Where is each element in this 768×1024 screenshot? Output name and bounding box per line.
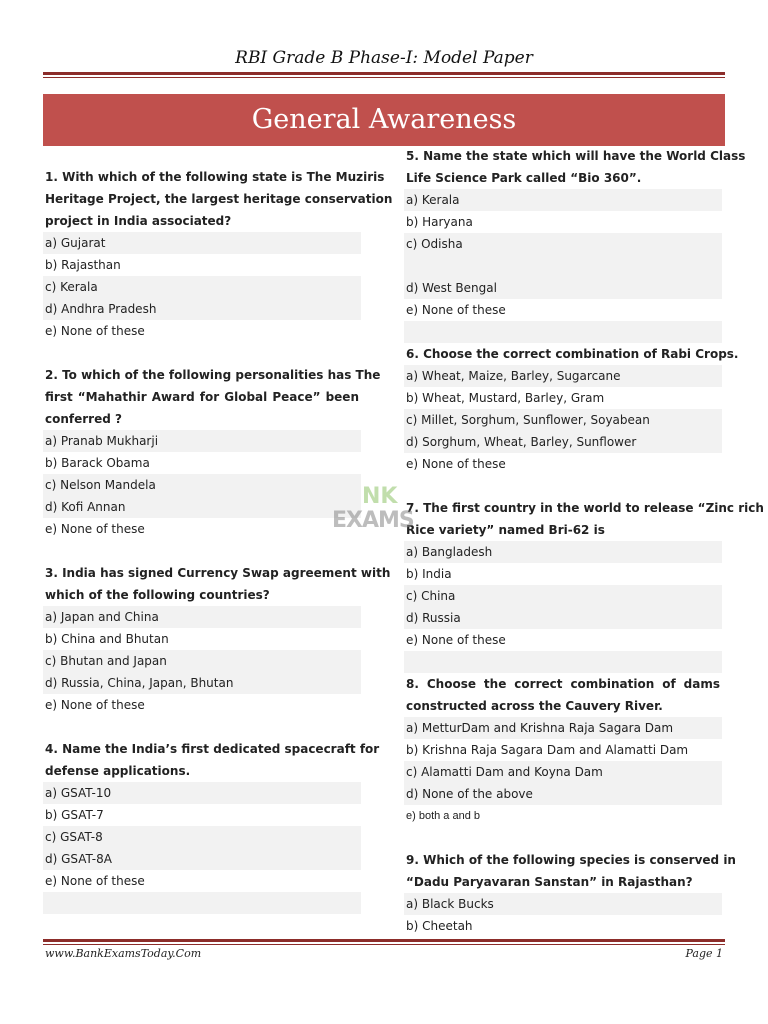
footer-rule-thick [43,939,725,942]
option: d) Russia [404,607,722,629]
question-3 [43,562,391,716]
option: d) West Bengal [404,277,722,299]
option: a) Black Bucks [404,893,722,915]
option: e) None of these [406,457,506,471]
option: b) China and Bhutan [45,632,169,646]
watermark-exams-text: EXAMS [332,508,414,533]
question-text: constructed across the Cauvery River. [406,699,663,713]
option: e) both a and b [406,810,481,822]
footer-website: www.BankExamsToday.Com [45,947,202,960]
option: c) Bhutan and Japan [43,650,361,672]
question-text: “Dadu Paryavaran Sanstan” in Rajasthan? [406,875,693,889]
section-banner: General Awareness [43,94,725,146]
question-text: 1. With which of the following state is The Muziris [45,170,385,184]
option: e) None of these [406,303,506,317]
footer-page-number: Page 1 [685,947,723,960]
option: d) Kofi Annan [43,496,361,518]
question-text: which of the following countries? [45,588,270,602]
page-header-title: RBI Grade B Phase-I: Model Paper [235,48,533,68]
option: c) Alamatti Dam and Koyna Dam [404,761,722,783]
question-text: project in India associated? [45,214,232,228]
question-text: Heritage Project, the largest heritage conservation [45,192,393,206]
footer-rule-thin [43,944,725,945]
question-9 [404,849,736,937]
option: a) Pranab Mukharji [43,430,361,452]
question-text: defense applications. [45,764,191,778]
option: c) GSAT-8 [43,826,361,848]
option: c) China [404,585,722,607]
option: e) None of these [406,633,506,647]
question-text: first “Mahathir Award for Global Peace” been [45,390,359,404]
question-text: 2. To which of the following personalities has The [45,368,381,382]
question-text: 4. Name the India’s first dedicated spacecraft for [45,742,380,756]
option: c) Odisha [404,233,722,255]
option: b) Cheetah [406,919,473,933]
option: b) Krishna Raja Sagara Dam and Alamatti Dam [406,743,689,757]
header-rule-thick [43,72,725,75]
question-8 [404,673,722,827]
question-6 [404,343,739,475]
option: a) Bangladesh [404,541,722,563]
option: e) None of these [45,522,145,536]
option: e) None of these [45,698,145,712]
option: c) Millet, Sorghum, Sunflower, Soyabean [404,409,722,431]
option: a) Japan and China [43,606,361,628]
option: a) Wheat, Maize, Barley, Sugarcane [404,365,722,387]
option: c) Kerala [43,276,361,298]
blank-row [404,255,722,277]
question-5 [404,145,746,321]
question-1 [43,166,393,342]
option: d) Sorghum, Wheat, Barley, Sunflower [404,431,722,453]
option: b) Barack Obama [45,456,150,470]
header-rule-thin [43,77,725,78]
option: b) Wheat, Mustard, Barley, Gram [406,391,605,405]
question-text: Life Science Park called “Bio 360”. [406,171,642,185]
watermark-logo [332,484,412,544]
question-text: Rice variety” named Bri-62 is [406,523,605,537]
option: d) None of the above [404,783,722,805]
question-text: conferred ? [45,412,122,426]
option: b) GSAT-7 [45,808,104,822]
option: b) Rajasthan [45,258,121,272]
question-text: 6. Choose the correct combination of Rabi Crops. [406,347,739,361]
question-4 [43,738,380,914]
option: a) Kerala [404,189,722,211]
watermark-nk-text: NK [362,484,398,509]
option: a) GSAT-10 [43,782,361,804]
option: c) Nelson Mandela [43,474,361,496]
question-text: 5. Name the state which will have the World Class [406,149,746,163]
option: d) Andhra Pradesh [43,298,361,320]
right-column [404,145,764,937]
question-text: 7. The first country in the world to release “Zinc rich [406,501,764,515]
question-text: 3. India has signed Currency Swap agreement with [45,566,391,580]
option: a) Gujarat [43,232,361,254]
question-7 [404,497,764,651]
option: d) Russia, China, Japan, Bhutan [43,672,361,694]
option: a) MetturDam and Krishna Raja Sagara Dam [404,717,722,739]
option: e) None of these [45,324,145,338]
option: e) None of these [45,874,145,888]
question-text: 9. Which of the following species is conserved in [406,853,736,867]
question-text: 8. Choose the correct combination of dams [406,677,720,691]
option: b) Haryana [406,215,473,229]
option: b) India [406,567,452,581]
blank-row [43,892,361,914]
option: d) GSAT-8A [43,848,361,870]
